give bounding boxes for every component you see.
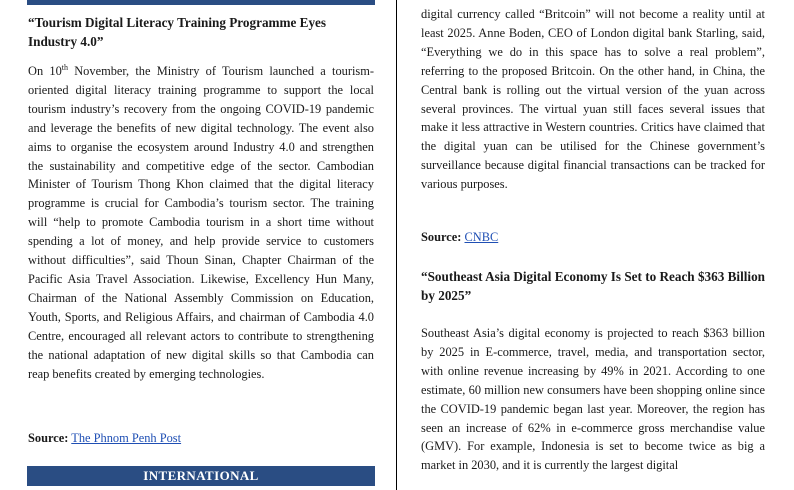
date-prefix: On 10 [28,64,62,78]
section-banner-international: INTERNATIONAL [27,466,375,486]
article-title-tourism: “Tourism Digital Literacy Training Programme Eyes Industry 4.0” [28,15,327,49]
source-link-phnom-penh-post[interactable]: The Phnom Penh Post [71,431,182,445]
date-ordinal: th [61,62,68,72]
article-title-sea-digital-economy: “Southeast Asia Digital Economy Is Set to Reach $363 Billion by 2025” [421,269,765,303]
source-label: Source: [421,230,462,244]
source-label: Source: [28,431,69,445]
article-body-tourism [28,62,374,383]
article-body-digital-currency: digital currency called “Britcoin” will not become a reality until at least 2025. Anne Boden, CEO of London digital bank Starling, said, “Everything we do in this space has to solve a real problem”, referring to the proposed Britcoin. On the other hand, in China, the Central bank is rolling out the virtual version of the yuan across several provinces. The virtual yuan still faces several issues that make it less attractive in Western countries. Critics have claimed that the digital yuan can be utilised for the Chinese government’s surveillance because digital financial transactions can be tracked for various purposes. [421,7,765,192]
article-body-sea-digital-economy: Southeast Asia’s digital economy is projected to reach $363 billion by 2025 in E-commerce, travel, media, and transportation sector, with online revenue increasing by 49% in 2021. According to one estimate, 60 million new consumers have been shopping online since the COVID-19 pandemic began last year. Moreover, the region has seen an increase of 62% in e-commerce gross merchandise value (GMV). For example, Indonesia is set to become twice as big a market in 2030, and it is currently the largest digital [421,326,765,473]
source-line-tourism [28,429,181,448]
column-divider [396,0,397,490]
source-link-cnbc[interactable]: CNBC [464,230,499,244]
source-line-cnbc [421,228,498,247]
article-body-text: November, the Ministry of Tourism launched a tourism-oriented digital literacy training programme to support the local tourism industry’s recovery from the ongoing COVID-19 pandemic and leverage the benefits of new digital technology. The event also aims to organise the ecosystem around Industry 4.0 and strengthen the sustainability and competitive edge of the sector. Cambodian Minister of Tourism Thong Khon claimed that the digital literacy programme is crucial for Cambodia’s tourism sector. The training will “help to promote Cambodia tourism in a short time without spending a lot of money, and help provide service to customers without difficulties”, said Thoun Sinan, Chapter Chairman of the Pacific Asia Travel Association. Likewise, Excellency Hun Many, Chairman of the National Assembly Commission on Education, Youth, Sports, and Religious Affairs, and chairman of Cambodia 4.0 Centre, encouraged all relevant actors to contribute to strengthening the national adaptation of new digital skills so that Cambodia can reap benefits created by emerging technologies. [28,64,374,381]
section-top-bar [27,0,375,5]
